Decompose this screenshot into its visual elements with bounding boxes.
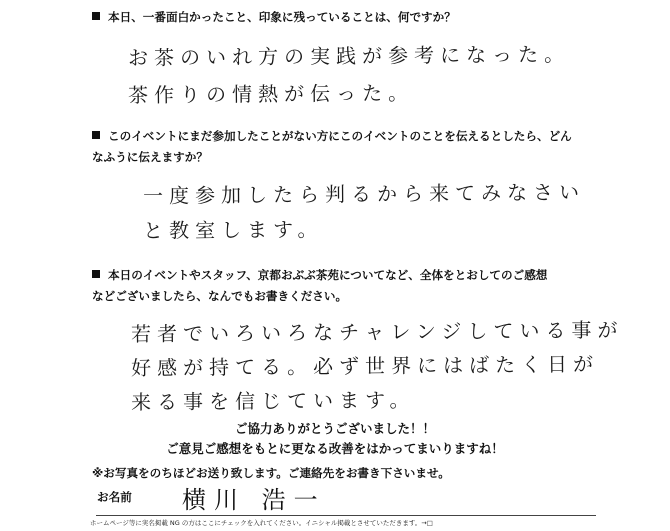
question-3-text-line-2: などございましたら、なんでもお書きください。 xyxy=(92,289,348,303)
bullet-square-icon xyxy=(92,12,100,20)
answer-3-line-3: 来る事を信じています。 xyxy=(130,387,416,415)
question-2-text-line-2: なふうに伝えますか？ xyxy=(92,150,208,164)
name-label: お名前 xyxy=(97,490,132,504)
answer-1-line-1: お茶のいれ方の実践が参考になった。 xyxy=(127,42,571,70)
question-1-text: 本日、一番面白かったこと、印象に残っていることは、何ですか？ xyxy=(108,10,456,24)
question-3 xyxy=(92,265,652,307)
footer-note: ホームページ等に実名掲載 NG の方はここにチェックを入れてください。イニシャル掲載とさせていただきます。→□ xyxy=(90,519,433,527)
bullet-square-icon xyxy=(92,270,100,278)
question-2 xyxy=(92,126,652,168)
answer-2-line-2: と教室します。 xyxy=(142,217,324,243)
question-1 xyxy=(92,7,652,28)
answer-2-line-1: 一度参加したら判るから来てみなさい xyxy=(142,180,586,208)
thanks-line-2: ご意見ご感想をもとに更なる改善をはかってまいりますね！ xyxy=(166,441,504,456)
answer-1-line-2: 茶作りの情熱が伝った。 xyxy=(127,80,415,108)
photo-note: ※お写真をのちほどお送り致します。ご連絡先をお書き下さいませ。 xyxy=(92,466,450,480)
question-3-text-line-1: 本日のイベントやスタッフ、京都おぶぶ茶苑についてなど、全体をとおしてのご感想 xyxy=(108,268,548,282)
signature-underline xyxy=(96,515,596,516)
answer-3-line-2: 好感が持てる。必ず世界にはばたく日が xyxy=(130,351,600,381)
answer-3-line-1: 若者でいろいろなチャレンジしている事が xyxy=(130,317,624,347)
thanks-line-1: ご協力ありがとうございました！！ xyxy=(234,421,435,436)
signature: 横川 浩一 xyxy=(182,486,326,514)
question-2-text-line-1: このイベントにまだ参加したことがない方にこのイベントのことを伝えるとしたら、どん xyxy=(108,129,572,143)
bullet-square-icon xyxy=(92,131,100,139)
